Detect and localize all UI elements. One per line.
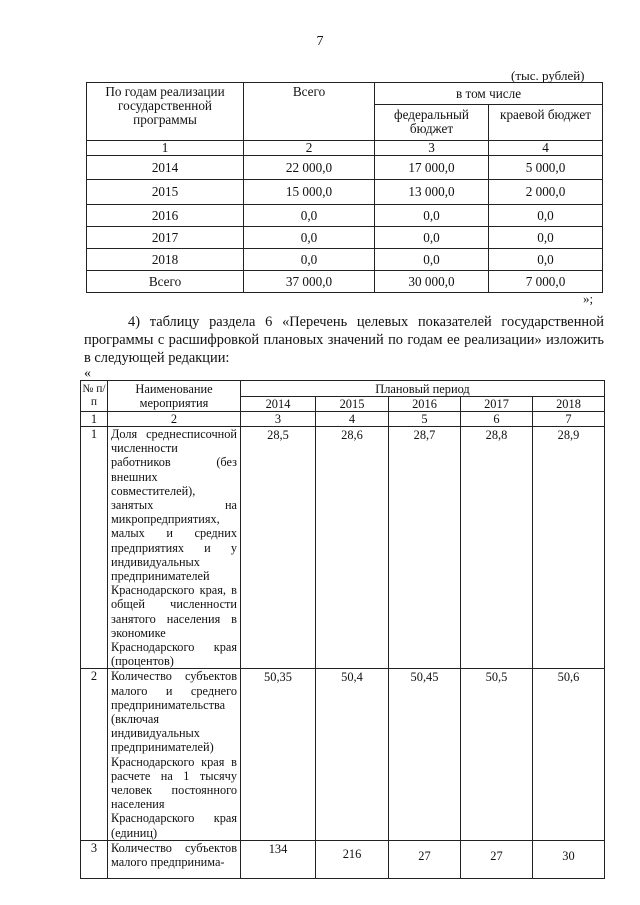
- col-number: 6: [461, 412, 533, 427]
- indicator-name: Количество субъектов малого предпринима-: [108, 840, 241, 878]
- col-number: 2: [244, 141, 375, 156]
- col-number: 4: [489, 141, 603, 156]
- indicator-value: 28,7: [389, 427, 461, 669]
- header-year: 2016: [389, 397, 461, 412]
- row-number: 1: [81, 427, 108, 669]
- amendment-paragraph: [84, 313, 604, 367]
- indicator-value: 50,4: [316, 669, 389, 840]
- table-row: [81, 427, 605, 669]
- cell-federal: 30 000,0: [375, 271, 489, 293]
- amendment-text: 4) таблицу раздела 6 «Перечень целевых показателей государственной программы с расшифровкой плановых значений по годам ее реализации» изложить в следующей редакции:: [84, 314, 604, 366]
- col-number: 3: [375, 141, 489, 156]
- cell-year: 2017: [87, 227, 244, 249]
- table1-units: (тыс. рублей): [511, 68, 585, 83]
- indicator-value: 30: [533, 840, 605, 878]
- indicator-value: 28,6: [316, 427, 389, 669]
- cell-regional: 0,0: [489, 205, 603, 227]
- table-row: [87, 271, 603, 293]
- cell-total: 0,0: [244, 205, 375, 227]
- header-year: 2014: [241, 397, 316, 412]
- table-row: [87, 227, 603, 249]
- indicator-value: 50,6: [533, 669, 605, 840]
- col-number: 5: [389, 412, 461, 427]
- col-number: 1: [81, 412, 108, 427]
- cell-regional: 5 000,0: [489, 156, 603, 180]
- header-name: Наименование мероприятия: [108, 381, 241, 412]
- quote-open: «: [84, 366, 91, 381]
- indicator-value: 216: [316, 840, 389, 878]
- cell-federal: 0,0: [375, 249, 489, 271]
- indicator-value: 50,5: [461, 669, 533, 840]
- indicator-value: 134: [241, 840, 316, 878]
- table1-closing: »;: [583, 291, 594, 306]
- indicator-value: 27: [461, 840, 533, 878]
- header-period: Плановый период: [241, 381, 605, 397]
- row-number: 3: [81, 840, 108, 878]
- table-row: [87, 156, 603, 180]
- cell-year: 2018: [87, 249, 244, 271]
- cell-regional: 2 000,0: [489, 180, 603, 205]
- col-number: 7: [533, 412, 605, 427]
- cell-regional: 0,0: [489, 249, 603, 271]
- cell-federal: 17 000,0: [375, 156, 489, 180]
- page-number: 7: [316, 34, 324, 49]
- table-row: [81, 840, 605, 878]
- header-num: № п/п: [81, 381, 108, 412]
- header-federal: федеральный бюджет: [375, 105, 489, 141]
- cell-year: Всего: [87, 271, 244, 293]
- col-number: 3: [241, 412, 316, 427]
- header-years: По годам реализации государственной программы: [87, 83, 244, 141]
- table-row: [87, 205, 603, 227]
- indicator-value: 28,8: [461, 427, 533, 669]
- funding-table: [86, 82, 603, 293]
- cell-year: 2015: [87, 180, 244, 205]
- cell-federal: 0,0: [375, 205, 489, 227]
- table-row: [87, 180, 603, 205]
- indicator-value: 28,9: [533, 427, 605, 669]
- cell-year: 2014: [87, 156, 244, 180]
- cell-year: 2016: [87, 205, 244, 227]
- table-row: [87, 249, 603, 271]
- table-row: [81, 669, 605, 840]
- header-total: Всего: [244, 83, 375, 141]
- indicator-value: 27: [389, 840, 461, 878]
- indicator-value: 50,45: [389, 669, 461, 840]
- header-regional: краевой бюджет: [489, 105, 603, 141]
- cell-regional: 7 000,0: [489, 271, 603, 293]
- row-number: 2: [81, 669, 108, 840]
- cell-total: 0,0: [244, 227, 375, 249]
- cell-total: 0,0: [244, 249, 375, 271]
- cell-total: 22 000,0: [244, 156, 375, 180]
- indicators-table: [80, 380, 605, 879]
- col-number: 1: [87, 141, 244, 156]
- cell-federal: 13 000,0: [375, 180, 489, 205]
- indicator-name: Количество субъектов малого и среднего предпринимательства (включая индивидуальных предпринимателей) Краснодарского края в расчете на 1 тысячу человек постоянного населения Краснодарского края (единиц): [108, 669, 241, 840]
- header-year: 2018: [533, 397, 605, 412]
- cell-federal: 0,0: [375, 227, 489, 249]
- header-year: 2015: [316, 397, 389, 412]
- col-number: 4: [316, 412, 389, 427]
- indicator-value: 50,35: [241, 669, 316, 840]
- indicator-name: Доля среднесписочной численности работников (без внешних совместителей), занятых на микропредприятиях, малых и средних предприятиях и у индивидуальных предпринимателей Краснодарского края, в общей численности занятого населения в экономике Краснодарского края (процентов): [108, 427, 241, 669]
- header-including: в том числе: [375, 83, 603, 105]
- cell-total: 37 000,0: [244, 271, 375, 293]
- header-year: 2017: [461, 397, 533, 412]
- cell-regional: 0,0: [489, 227, 603, 249]
- cell-total: 15 000,0: [244, 180, 375, 205]
- indicator-value: 28,5: [241, 427, 316, 669]
- col-number: 2: [108, 412, 241, 427]
